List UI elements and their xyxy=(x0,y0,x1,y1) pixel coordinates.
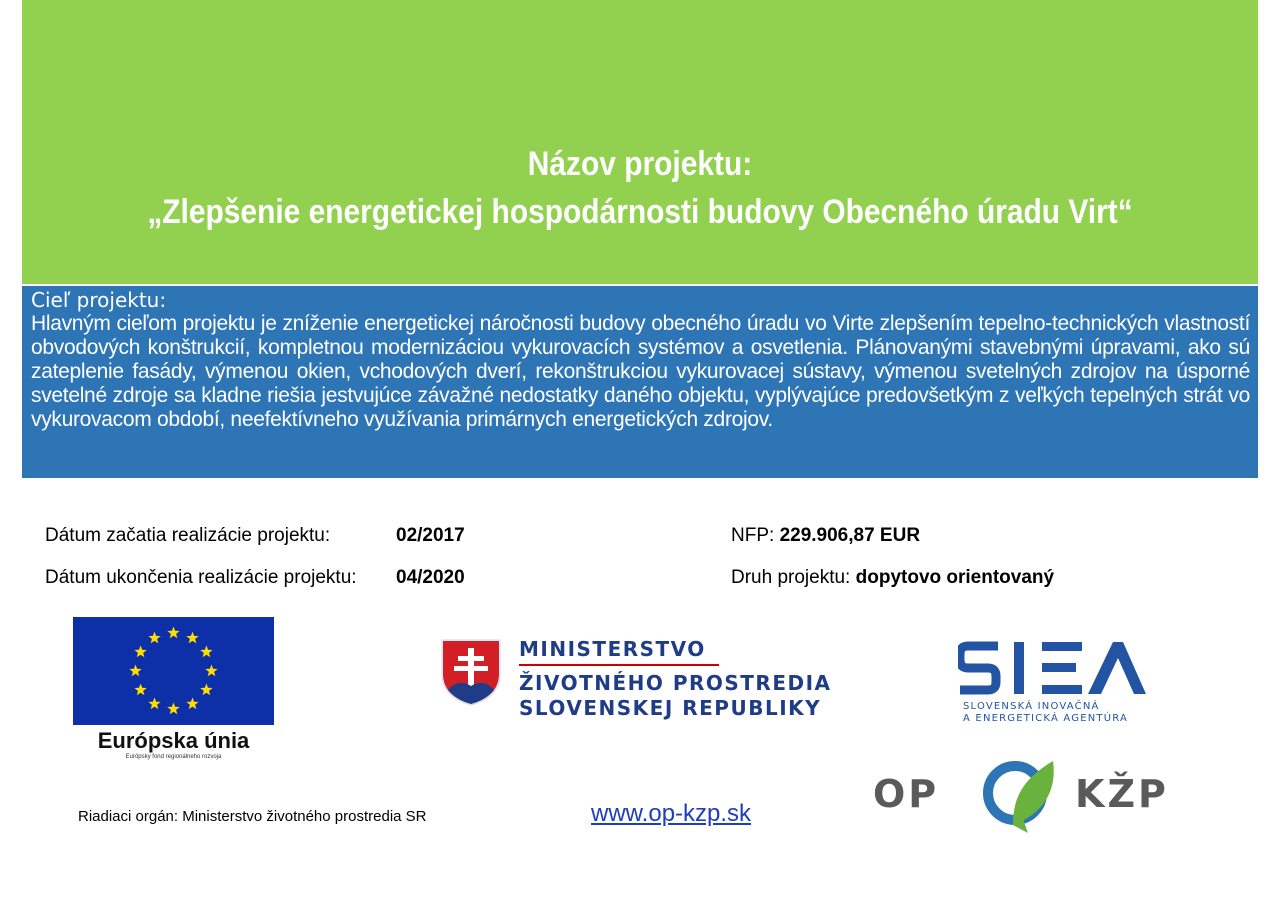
project-type-label: Druh projektu: xyxy=(731,567,851,588)
op-logo-right: KŽP xyxy=(1075,772,1169,816)
eu-star-icon xyxy=(134,646,146,658)
eu-star-icon xyxy=(167,703,179,715)
start-date-value xyxy=(396,525,465,547)
eu-star-icon xyxy=(148,632,160,644)
ministry-line-1: MINISTERSTVO xyxy=(519,637,706,661)
nfp-value: 229.906,87 EUR xyxy=(779,525,921,546)
nfp-row xyxy=(731,525,920,547)
title-line-2: „Zlepšenie energetickej hospodárnosti budovy Obecného úradu Virt“ xyxy=(147,193,1133,231)
eu-fund-label: Európsky fond regionálneho rozvoja xyxy=(125,754,222,760)
eu-star-icon xyxy=(200,646,212,658)
siea-subtitle-2: A ENERGETICKÁ AGENTÚRA xyxy=(963,713,1129,724)
managing-authority: Riadiaci orgán: Ministerstvo životného prostredia SR xyxy=(78,808,427,825)
siea-subtitle-1: SLOVENSKÁ INOVAČNÁ xyxy=(963,701,1100,712)
ministry-divider xyxy=(519,664,719,666)
eu-star-icon xyxy=(129,665,141,677)
goal-heading: Cieľ projektu: xyxy=(31,288,167,312)
eu-flag-icon xyxy=(73,617,274,725)
eu-star-icon xyxy=(200,684,212,696)
op-kzp-logo-icon xyxy=(873,757,1183,837)
siea-logo-icon xyxy=(958,638,1148,696)
ministry-line-2: ŽIVOTNÉHO PROSTREDIA xyxy=(519,671,832,695)
eu-label: Európska únia xyxy=(97,728,250,753)
eu-star-icon xyxy=(186,697,198,709)
title-line-1: Názov projektu: xyxy=(527,145,753,183)
eu-star-icon xyxy=(205,665,217,677)
start-date-value-text: 02/2017 xyxy=(396,525,465,546)
nfp-label: NFP: xyxy=(731,525,775,546)
end-date-label: Dátum ukončenia realizácie projektu: xyxy=(45,567,357,588)
op-logo-left: OP xyxy=(873,772,940,816)
eu-star-icon xyxy=(167,627,179,639)
slovak-coat-of-arms-icon xyxy=(440,638,502,706)
end-date-value-text: 04/2020 xyxy=(396,567,465,588)
project-title xyxy=(96,140,1184,236)
goal-text: Hlavným cieľom projektu je zníženie energetickej náročnosti budovy obecného úradu vo Virte zlepšením tepelno-technických vlastností obvodových konštrukcií, kompletnou modernizáciou vykurovacích systémov a osvetlenia. Plánovanými stavebnými úpravami, ako sú zateplenie fasády, výmenou okien, vchodových dverí, rekonštrukciou vykurovacej sústavy, výmenou svetelných zdrojov na úsporné svetelné zdroje sa kladne riešia jestvujúce závažné nedostatky daného objektu, vyplývajúce predovšetkým z veľkých tepelných strát vo vykurovacom období, neefektívneho využívania primárnych energetických zdrojov. xyxy=(31,312,1250,431)
eu-star-icon xyxy=(148,697,160,709)
project-type-value: dopytovo orientovaný xyxy=(855,567,1055,588)
start-date-label: Dátum začatia realizácie projektu: xyxy=(45,525,331,546)
project-type-row xyxy=(731,567,1054,589)
ministry-line-3: SLOVENSKEJ REPUBLIKY xyxy=(519,696,822,720)
eu-star-icon xyxy=(186,632,198,644)
end-date-value xyxy=(396,567,465,589)
op-kzp-link[interactable]: www.op-kzp.sk xyxy=(591,800,752,827)
eu-star-icon xyxy=(134,684,146,696)
